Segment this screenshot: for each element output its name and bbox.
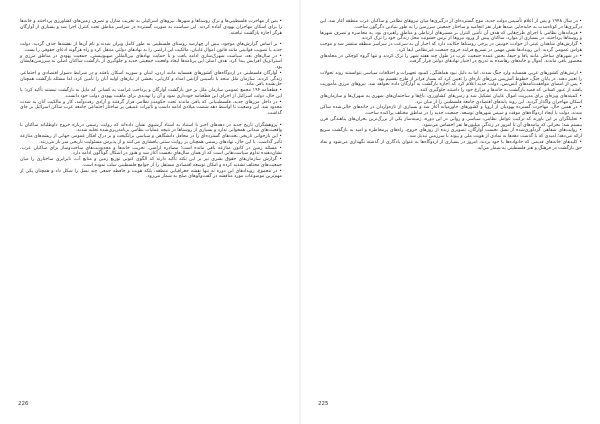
- page-number: 225: [318, 401, 329, 407]
- paragraph: • این بازخوانی تاریخی بحث‌های گسترده‌ای را در محافل دانشگاهی و سیاسی برانگیخت و بر درک افکار عمومی جهانی از ریشه‌های منازعه تأثیر گذاشت. با این حال، نهادهای رسمی همچنان بر روایت سنتی پافشاری می‌کنند و از پذیرش مسئولیت تاریخی سر باز می‌زنند.: [20, 134, 282, 145]
- paragraph: • بر اساس گزارش‌های موجود، بیش از چهارصد روستای فلسطینی به طور کامل ویران شدند و نام آن‌ها از نقشه‌ها حذف گردید. دولت جدید با تصویب قوانینی مانند قانون اموال غایبان، مالکیت این اراضی را به نهادهای دولتی منتقل کرد و راه هرگونه ادعای حقوقی را بست.: [20, 42, 282, 53]
- paragraph: • گزارش سازمان‌های حقوق بشری نیز بر این نکته تأکید دارند که الگوی کنونی توزیع زمین و منابع آب، نابرابری ساختاری را میان جمعیت‌های مختلف تشدید کرده و امکان توسعه اقتصادی مستقل را از جوامع فلسطینی سلب نموده است.: [20, 157, 282, 168]
- paragraph: • کلیدهای خانه‌های قدیمی که خانواده‌ها با خود بردند، امروز در بسیاری از اردوگاه‌ها به عنوان یادگاری از گذشته نگهداری می‌شود و نماد حق بازگشت در فرهنگ و هنر فلسطینی به شمار می‌آید.: [320, 139, 582, 151]
- right-page: [300, 0, 600, 424]
- paragraph: • در همین حال، مهاجرت گسترده یهودیان از اروپا و کشورهای خاورمیانه آغاز شد و بسیاری از تازه‌واردان در خانه‌های خالی‌شده ساکن شدند. دولت با ایجاد اردوگاه‌های موقت و سپس شهرهای توسعه، جمعیت جدید را در مناطق مختلف پراکنده ساخت.: [320, 105, 582, 116]
- paragraph: • پس از مهاجرت فلسطینی‌ها و ترک روستاها و شهرها، نیروهای اسرائیلی به تخریب منازل و تصرف زمین‌های کشاورزی پرداختند و خانه‌ها را برای اسکان مهاجران یهودی آماده کردند. این سیاست به صورت گسترده در سراسر مناطق تحت کنترل اجرا شد و بسیاری از آوارگان هرگز اجازه بازگشت نیافتند.: [20, 19, 282, 36]
- paragraph: • تحلیلگران بر این باورند که ترکیب عوامل نظامی، سیاسی و روانی در این دوره، زمینه‌ساز یکی از بزرگ‌ترین بحران‌های پناهندگی قرن بیستم شد؛ بحرانی که پیامدهای آن تا امروز در زندگی میلیون‌ها نفر احساس می‌شود.: [320, 116, 582, 128]
- paragraph: • ارتش‌های کشورهای عربی همسایه وارد جنگ شدند، اما به دلیل نبود هماهنگی، کمبود تجهیزات و اختلافات سیاسی نتوانستند روند تحولات را تغییر دهند. در پایان جنگ، خطوط آتش‌بس مرزهای تازه‌ای را تعیین کرد که بسیار فراتر از طرح تقسیم بود.: [320, 70, 582, 82]
- paragraph: • پس از امضای موافقت‌نامه‌های آتش‌بس، دولت جدید اعلام کرد که اجازه بازگشت به آوارگان داده نخواهد شد. نیروهای مرزی مأموریت یافتند از عبور کسانی که قصد بازگشت به خانه‌ها و مزارع خود را داشتند جلوگیری کنند.: [320, 82, 582, 93]
- page-number: 226: [18, 401, 29, 407]
- paragraph: • پژوهشگران تاریخ جدید در دهه‌های اخیر با استناد به اسناد آرشیوی نشان داده‌اند که روایت رسمی درباره خروج داوطلبانه ساکنان با واقعیت‌های میدانی همخوانی ندارد و بسیاری از روستاها در نتیجه عملیات نظامی برنامه‌ریزی‌شده تخلیه شدند.: [20, 122, 282, 134]
- paragraph: • قطعنامه ۱۹۴ مجمع عمومی سازمان ملل بر حق بازگشت آوارگان و پرداخت غرامت به کسانی که مایل به بازگشت نیستند تأکید کرد؛ با این حال، دولت اسرائیل از اجرای این قطعنامه خودداری نمود و آن را تهدیدی برای ماهیت یهودی دولت خود دانست.: [20, 88, 282, 99]
- paragraph: • آوارگان فلسطینی در اردوگاه‌های کشورهای همسایه مانند اردن، لبنان و سوریه اسکان یافتند و در شرایط دشوار اقتصادی و اجتماعی زندگی کردند. سازمان ملل متحد با تأسیس آژانس امداد و کاریابی، بخشی از نیازهای اولیه آنان را تأمین کرد، اما مسئله بازگشت همچنان حل‌نشده باقی ماند.: [20, 70, 282, 88]
- paragraph: • مسئله زمین در کانون منازعه باقی مانده است؛ مصادره اراضی، تخریب خانه‌ها و محدودیت‌های ساخت‌وساز برای ساکنان عرب، نشان‌دهنده تداوم سیاست‌هایی است که از همان سال‌های نخست آغاز شد و هنوز در اشکال گوناگون ادامه دارد.: [20, 145, 282, 157]
- right-page-text: [320, 19, 582, 151]
- paragraph: • در مجموع، رویدادهای این دوره نه تنها نقشه جغرافیایی منطقه، بلکه هویت و حافظه جمعی چند نسل را شکل داد و همچنان یکی از مهم‌ترین موضوعات مورد مناقشه در گفت‌وگوهای صلح به شمار می‌رود.: [20, 168, 282, 180]
- paragraph: • در سال ۱۹۴۸ و پس از اعلام تأسیس دولت جدید، موج گسترده‌ای از درگیری‌ها میان نیروهای نظامی و ساکنان عرب منطقه آغاز شد. این درگیری‌ها در کوتاه‌مدت به جابه‌جایی صدها هزار نفر انجامید و ساختار جمعیتی سرزمین را به طور بنیادین دگرگون ساخت.: [320, 19, 582, 30]
- left-page-text: [20, 19, 282, 180]
- paragraph: • گزارش‌های شاهدان عینی از حوادث خونینی در برخی روستاها حکایت دارد که اخبار آن به سرعت در سراسر منطقه منتشر شد و موجب هراس عمومی گردید. این رویدادها نقش مهمی در تسریع فرایند خروج جمعیت غیرنظامی ایفا کرد.: [320, 42, 582, 53]
- paragraph: • فرماندهان نظامی با اجرای طرح‌هایی که هدف آن تأمین کنترل بر مسیرهای ارتباطی و مناطق راهبردی بود، به محاصره و تصرف شهرها و روستاها پرداختند. در بسیاری از موارد، ساکنان پیش از ورود نیروها از ترس خشونت محل زندگی خود را ترک کردند.: [320, 30, 582, 42]
- paragraph: • در شهرهای ساحلی مانند یافا و حیفا، بخش عمده جمعیت عرب در طول چند هفته شهر را ترک کردند و تنها گروه کوچکی در محله‌های محصور باقی ماندند. اموال و خانه‌های رهاشده به تدریج در اختیار نهادهای دولتی قرار گرفت.: [320, 53, 582, 65]
- paragraph: • کمیته‌های ویژه‌ای برای مدیریت اموال غایبان تشکیل شد و زمین‌های کشاورزی، باغ‌ها و ساختمان‌های شهری به شهرک‌ها و سازمان‌های اسکان مهاجران واگذار گردید. این روند پایه‌های اقتصادی جامعه فلسطینی را از میان برد.: [320, 93, 582, 105]
- paragraph: • در داخل مرزهای جدید، فلسطینیانی که باقی ماندند تحت حکومت نظامی قرار گرفتند و آزادی رفت‌وآمد، کار و مالکیت آنان به شدت محدود شد. این وضعیت تا اواسط دهه شصت میلادی ادامه داشت و تأثیرات عمیقی بر ساختار اجتماعی جامعه عرب ساکن اسرائیل بر جای گذاشت.: [20, 99, 282, 116]
- paragraph: • در سال‌های بعد، سیاست شهرک‌سازی ادامه یافت و با حمایت نهادهای بین‌المللی صهیونیستی، جمعیت یهودی در مناطق مرزی و استراتژیک افزایش پیدا کرد. هدف اصلی این برنامه‌ها ایجاد واقعیت جمعیتی جدید و جلوگیری از بازگشت ساکنان اصلی به سرزمین‌هایشان بود.: [20, 53, 282, 70]
- paragraph: • روایت‌های شفاهی گردآوری‌شده از نسل نخست آوارگان، تصویری زنده از روزهای خروج، راه‌های پرمخاطره و امید به بازگشت سریع ارائه می‌دهد؛ امیدی که با گذشت دهه‌ها به نمادی از هویت ملی و پیوند با سرزمین تبدیل شد.: [320, 128, 582, 139]
